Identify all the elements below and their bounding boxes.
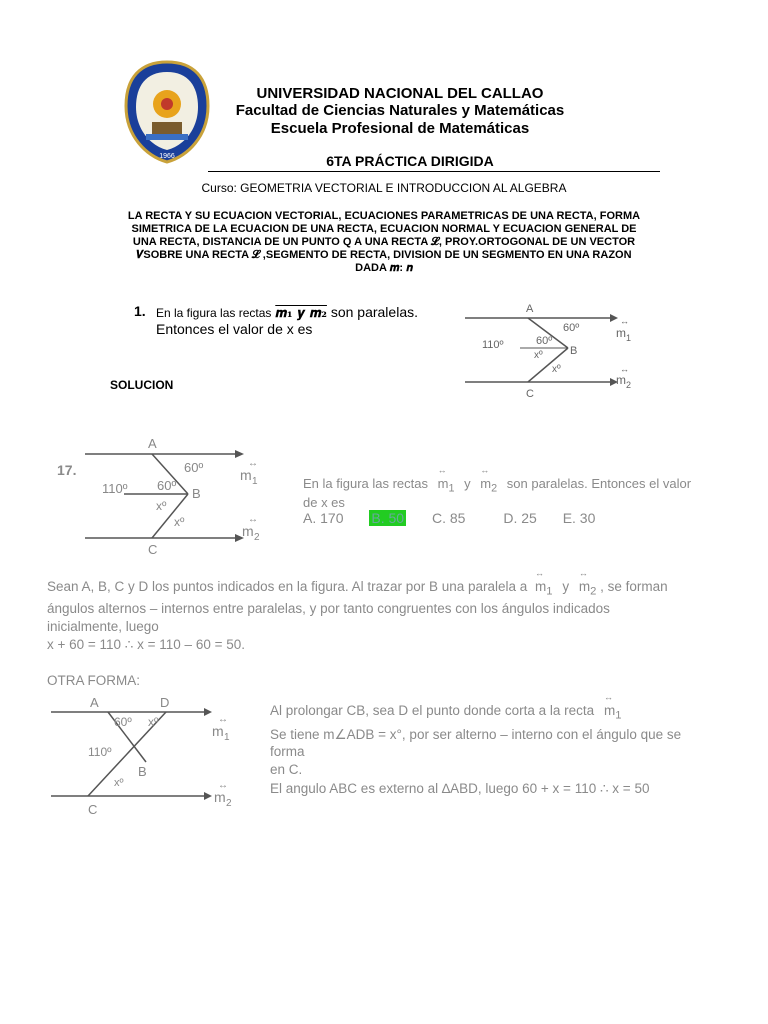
problem-17-statement bbox=[303, 465, 692, 495]
problem-17-number: 17. bbox=[57, 462, 77, 478]
explanation-line-1 bbox=[47, 568, 668, 598]
course-name: Curso: GEOMETRIA VECTORIAL E INTRODUCCION AL ALGEBRA bbox=[201, 181, 567, 195]
topic-line: LA RECTA Y SU ECUACION VECTORIAL, ECUACIONES PARAMETRICAS DE UNA RECTA, FORMA bbox=[127, 210, 641, 222]
school-name: Escuela Profesional de Matemáticas bbox=[270, 120, 530, 137]
problem-question: Entonces el valor de x es bbox=[156, 321, 313, 337]
university-name: UNIVERSIDAD NACIONAL DEL CALLAO bbox=[256, 85, 544, 102]
problem-number: 1. bbox=[134, 303, 146, 319]
angle-label: xº bbox=[534, 350, 543, 361]
point-d-label: D bbox=[160, 695, 170, 710]
line-arrow-icon: ↔ bbox=[248, 458, 258, 469]
otra-forma-text: Al prolongar CB, sea D el punto donde corta a la recta bbox=[270, 703, 595, 718]
m2-symbol: ↔ $m_2$ bbox=[480, 465, 498, 495]
m-letter: m bbox=[480, 476, 492, 491]
answer-options bbox=[303, 510, 595, 526]
problem-tail: son paralelas. bbox=[330, 304, 418, 320]
m-letter: m bbox=[603, 703, 616, 718]
m2-symbol: ↔ $m_2$ bbox=[578, 568, 597, 598]
point-a-label: A bbox=[526, 303, 534, 315]
subscript: 2 bbox=[626, 380, 632, 390]
subscript: 2 bbox=[226, 798, 232, 809]
header-divider bbox=[208, 171, 660, 172]
point-a-label: A bbox=[148, 436, 157, 451]
conjunction: y bbox=[562, 579, 570, 594]
option-d: D. 25 bbox=[503, 510, 537, 526]
angle-label: 60º bbox=[184, 460, 204, 475]
statement-text: En la figura las rectas bbox=[303, 476, 429, 491]
problem-lines: 𝒎₁ 𝒚 𝒎₂ bbox=[275, 306, 327, 321]
angle-label: xº bbox=[114, 777, 124, 789]
solution-label: SOLUCION bbox=[110, 378, 174, 392]
figure-2 bbox=[80, 432, 280, 560]
m1-symbol: ↔ $m_1$ bbox=[437, 465, 455, 495]
angle-label: xº bbox=[552, 364, 561, 375]
point-b-label: B bbox=[138, 764, 147, 779]
topic-line: DADA 𝒎: 𝒏 bbox=[355, 262, 413, 274]
angle-label: xº bbox=[156, 499, 167, 513]
conjunction: y bbox=[464, 476, 471, 491]
otra-forma-line-1 bbox=[270, 692, 622, 722]
point-a-label: A bbox=[90, 695, 99, 710]
point-c-label: C bbox=[88, 802, 98, 817]
topics-block bbox=[100, 210, 668, 275]
point-c-label: C bbox=[526, 388, 534, 400]
line-m1-label: m bbox=[212, 723, 224, 739]
subscript: 1 bbox=[615, 709, 622, 722]
option-a: A. 170 bbox=[303, 510, 344, 526]
option-b-highlighted: B. 50 bbox=[371, 510, 405, 526]
explanation-text: , se forman bbox=[600, 579, 668, 594]
topic-line: 𝑽SOBRE UNA RECTA 𝓛 ,SEGMENTO DE RECTA, DIVISION DE UN SEGMENTO EN UNA RAZON bbox=[136, 249, 632, 261]
explanation-line-4: x + 60 = 110 ∴ x = 110 – 60 = 50. bbox=[47, 637, 245, 652]
angle-label: xº bbox=[148, 715, 159, 729]
otra-forma-line-4: en C. bbox=[270, 762, 303, 777]
topic-line: UNA RECTA, DISTANCIA DE UN PUNTO Q A UNA RECTA 𝓛, PROY.ORTOGONAL DE UN VECTOR bbox=[132, 236, 636, 248]
point-b-label: B bbox=[192, 486, 201, 501]
angle-label: 60º bbox=[114, 715, 132, 729]
faculty-name: Facultad de Ciencias Naturales y Matemáticas bbox=[235, 102, 565, 119]
problem-statement bbox=[156, 304, 418, 321]
point-c-label: C bbox=[148, 542, 158, 557]
subscript: 1 bbox=[448, 482, 455, 495]
subscript: 1 bbox=[546, 585, 553, 598]
otra-forma-line-2: Se tiene m∠ADB = x°, por ser alterno – interno con el ángulo que se bbox=[270, 727, 682, 742]
angle-label: 60º bbox=[157, 478, 177, 493]
seal-year: 1966 bbox=[159, 153, 175, 160]
subscript: 1 bbox=[626, 333, 632, 343]
explanation-line-2: ángulos alternos – internos entre paralelas, y por tanto congruentes con los ángulos indicados bbox=[47, 601, 610, 616]
angle-label: 110º bbox=[482, 339, 504, 351]
problem-lead: En la figura las rectas bbox=[156, 306, 272, 320]
option-e: E. 30 bbox=[562, 510, 596, 526]
otra-forma-line-5: El angulo ABC es externo al ∆ABD, luego 60 + x = 110 ∴ x = 50 bbox=[270, 781, 650, 796]
university-seal bbox=[124, 60, 210, 164]
subscript: 1 bbox=[252, 476, 258, 487]
figure-3 bbox=[46, 692, 246, 820]
explanation-text: Sean A, B, C y D los puntos indicados en la figura. Al trazar por B una paralela a bbox=[47, 579, 528, 594]
explanation-line-3: inicialmente, luego bbox=[47, 619, 159, 634]
m-letter: m bbox=[535, 579, 547, 594]
line-arrow-icon: ↔ bbox=[218, 780, 228, 791]
m1-symbol: ↔ $m_1$ bbox=[535, 568, 553, 598]
line-m2-label: m bbox=[214, 789, 226, 805]
line-arrow-icon: ↔ bbox=[248, 514, 258, 525]
line-arrow-icon: ↔ bbox=[620, 316, 629, 326]
line-arrow-icon: ↔ bbox=[620, 364, 629, 374]
line-m2-label: m bbox=[242, 523, 254, 539]
line-m1-label: m bbox=[240, 467, 252, 483]
line-arrow-icon: ↔ bbox=[218, 714, 228, 725]
point-b-label: B bbox=[570, 345, 578, 357]
angle-label: xº bbox=[174, 515, 185, 529]
otra-forma-line-3: forma bbox=[270, 744, 305, 759]
subscript: 2 bbox=[491, 482, 498, 495]
m-letter: m bbox=[437, 476, 449, 491]
subscript: 2 bbox=[590, 585, 597, 598]
angle-label: 60º bbox=[563, 322, 580, 334]
option-c: C. 85 bbox=[431, 510, 466, 526]
topic-line: SIMETRICA DE LA ECUACION DE UNA RECTA, ECUACION NORMAL Y ECUACION GENERAL DE bbox=[131, 223, 637, 235]
subscript: 1 bbox=[224, 732, 230, 743]
problem-17-question: de x es bbox=[303, 495, 345, 510]
angle-label: 110º bbox=[88, 745, 112, 759]
statement-text: son paralelas. Entonces el valor bbox=[506, 476, 692, 491]
figure-1 bbox=[460, 300, 650, 405]
otra-forma-label: OTRA FORMA: bbox=[47, 673, 141, 688]
practice-title: 6TA PRÁCTICA DIRIGIDA bbox=[326, 153, 494, 169]
angle-label: 60º bbox=[536, 335, 553, 347]
angle-label: 110º bbox=[102, 481, 128, 496]
line-m1-label: m bbox=[616, 326, 626, 340]
m-letter: m bbox=[578, 579, 591, 594]
subscript: 2 bbox=[254, 532, 260, 543]
m1-symbol: ↔ $m_1$ bbox=[603, 692, 622, 722]
line-m2-label: m bbox=[616, 373, 626, 387]
